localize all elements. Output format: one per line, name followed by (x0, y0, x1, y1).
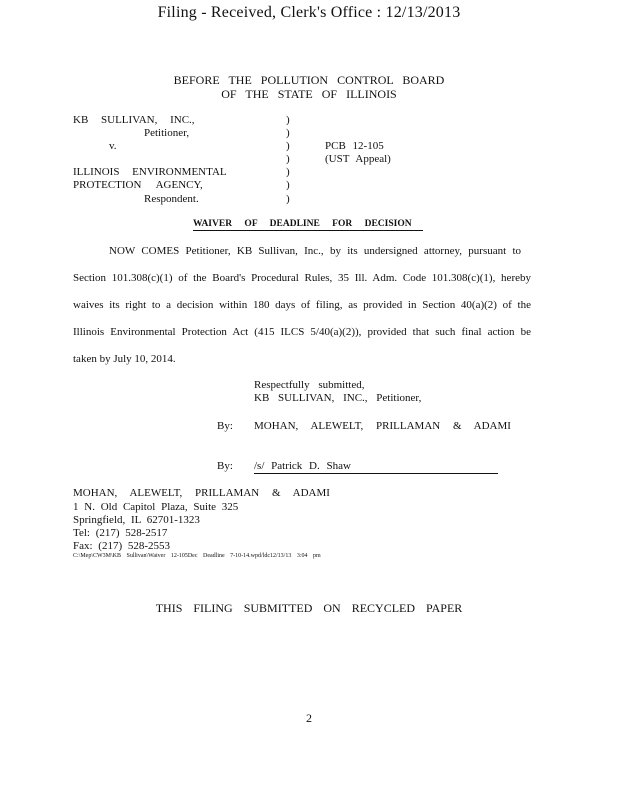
body-line: waives its right to a decision within 180 days of filing, as provided in Section 40(a)(2) of the (73, 299, 531, 311)
filing-stamp: Filing - Received, Clerk's Office : 12/13/2013 (157, 4, 461, 21)
law-firm: MOHAN, ALEWELT, PRILLAMAN & ADAMI (254, 420, 511, 432)
caption-paren: ) (286, 140, 290, 152)
firm-telephone: Tel: (217) 528-2517 (73, 527, 168, 539)
by-label: By: (217, 420, 233, 432)
case-number: PCB 12-105 (325, 140, 384, 152)
body-line: NOW COMES Petitioner, KB Sullivan, Inc., by its undersigned attorney, pursuant to (109, 245, 521, 257)
signature-line (254, 460, 498, 474)
electronic-signature: /s/ Patrick D. Shaw (254, 460, 351, 472)
respondent-role: Respondent. (144, 193, 199, 205)
court-name-line-1: BEFORE THE POLLUTION CONTROL BOARD (173, 73, 445, 87)
caption-paren: ) (286, 114, 290, 126)
document-title: WAIVER OF DEADLINE FOR DECISION (193, 219, 423, 231)
court-name-line-2: OF THE STATE OF ILLINOIS (221, 87, 397, 101)
case-type: (UST Appeal) (325, 153, 391, 165)
respondent-line-2: PROTECTION AGENCY, (73, 179, 203, 191)
body-line: Section 101.308(c)(1) of the Board's Procedural Rules, 35 Ill. Adm. Code 101.308(c)(1), hereby (73, 272, 531, 284)
body-line: taken by July 10, 2014. (73, 353, 176, 365)
recycled-paper-notice: THIS FILING SUBMITTED ON RECYCLED PAPER (155, 601, 463, 615)
caption-paren: ) (286, 166, 290, 178)
caption-paren: ) (286, 179, 290, 191)
petitioner-name: KB SULLIVAN, INC., (73, 114, 195, 126)
caption-paren: ) (286, 127, 290, 139)
firm-name: MOHAN, ALEWELT, PRILLAMAN & ADAMI (73, 487, 330, 499)
closing: Respectfully submitted, (254, 379, 365, 391)
respondent-line-1: ILLINOIS ENVIRONMENTAL (73, 166, 227, 178)
firm-address-1: 1 N. Old Capitol Plaza, Suite 325 (73, 501, 239, 513)
signing-party: KB SULLIVAN, INC., Petitioner, (254, 392, 422, 404)
firm-fax: Fax: (217) 528-2553 (73, 540, 171, 552)
caption-paren: ) (286, 153, 290, 165)
firm-address-2: Springfield, IL 62701-1323 (73, 514, 200, 526)
page-number: 2 (306, 711, 312, 725)
body-line: Illinois Environmental Protection Act (415 ILCS 5/40(a)(2)), provided that such final action be (73, 326, 531, 338)
versus: v. (109, 140, 117, 152)
caption-paren: ) (286, 193, 290, 205)
file-reference: C:\Mep\CW3M\KB Sullivan\Waiver 12-105Dec Deadline 7-10-14.wpd/ldc12/13/13 3:04 pm (73, 553, 321, 559)
petitioner-role: Petitioner, (144, 127, 190, 139)
by-label: By: (217, 460, 233, 472)
